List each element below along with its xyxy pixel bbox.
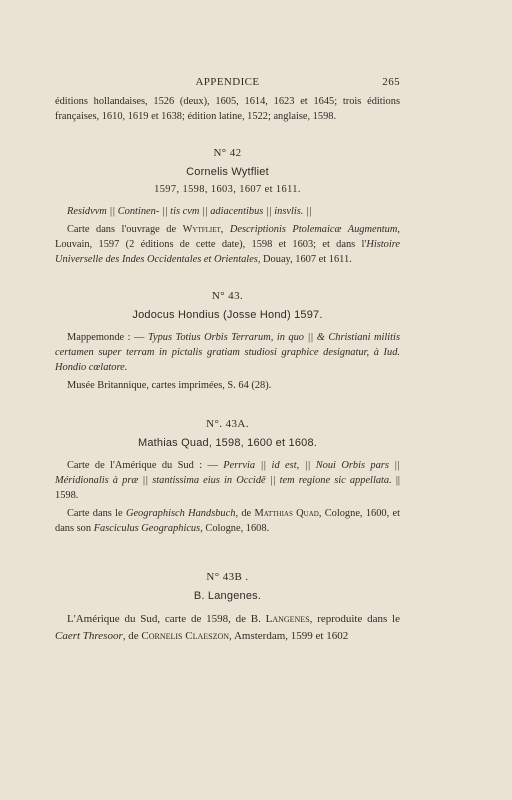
text-run: , Amsterdam, 1599 et 1602 (229, 630, 349, 642)
entry-43 (55, 289, 400, 393)
entry-number: N° 43. (211, 290, 244, 302)
book-title: Fasciculus Geographicus (93, 523, 201, 534)
map-title: Perrvia || id est, || Noui Orbis pars || Méridionalis à præ || stantissima eius in Occidē || tem regione sic appellata. (55, 460, 400, 486)
entry-author: Jodocus Hondius (Josse Hond) 1597. (132, 309, 323, 321)
entry-number: N°. 43A. (206, 418, 249, 430)
entry-number: N° 43B . (206, 571, 249, 583)
entry-description (55, 330, 400, 375)
text-run: Mappemonde : — (67, 332, 148, 343)
entry-description (55, 222, 400, 267)
person-name: Cornelis Claeszon (141, 630, 230, 642)
text-run: Carte dans l'ouvrage de (67, 224, 183, 235)
entry-description (55, 611, 400, 645)
entry-42 (55, 146, 400, 267)
book-title: Geographisch Handsbuch (125, 508, 236, 519)
entry-43a (55, 417, 400, 536)
text-run: , Douay, 1607 et 1611. (257, 254, 352, 265)
person-name: Wytfliet (182, 224, 221, 235)
entry-43b (55, 570, 400, 645)
intro-paragraph: éditions hollandaises, 1526 (deux), 1605, 1614, 1623 et 1645; trois éditions françaises, 1610, 1619 et 1638; édition latine, 1522; anglaise, 1598. (55, 96, 400, 122)
book-title: Descriptionis Ptolemaicæ Augmentum (229, 224, 398, 235)
entry-number: N° 42 (213, 147, 242, 159)
running-title: APPENDICE (195, 76, 260, 88)
text-run: , Cologne, 1608. (200, 523, 270, 534)
person-name: Matthias Quad (254, 508, 319, 519)
entry-title-quote: Residvvm || Continen- || tis cvm || adiacentibus || insvlis. || (67, 206, 312, 217)
text-run: , de (122, 630, 142, 642)
entry-description (55, 458, 400, 503)
entry-author: Cornelis Wytfliet (186, 166, 269, 178)
person-name: Langenes (265, 613, 310, 625)
text-run: Carte de l'Amérique du Sud : — (67, 460, 224, 471)
text-run: , reproduite dans le (309, 613, 400, 625)
map-title: Typus Totius Orbis Terrarum, in quo || & Christiani militis certamen super terram in pictalis gratiam studiosi graphice designatur, à Iud. Hondio cœlatore. (55, 332, 400, 373)
text-run: || 1598. (55, 475, 401, 501)
book-title: Caert Thresoor (55, 630, 123, 642)
page-number: 265 (382, 76, 400, 88)
text-run: , Louvain, 1597 (2 éditions de cette date), 1598 et 1603; et dans l' (55, 224, 400, 250)
entry-location: Musée Britannique, cartes imprimées, S. 64 (28). (67, 380, 272, 391)
text-run: , (220, 224, 230, 235)
page-body (55, 94, 400, 645)
text-run: Carte dans le (67, 508, 126, 519)
book-title: Histoire Universelle des Indes Occidentales et Orientales (55, 239, 400, 265)
text-run: , Cologne, 1600, et dans son (55, 508, 400, 534)
text-run: L'Amérique du Sud, carte de 1598, de B. (67, 613, 266, 625)
entry-source (55, 506, 400, 536)
entry-author: B. Langenes. (193, 590, 262, 602)
entry-author: Mathias Quad, 1598, 1600 et 1608. (137, 437, 318, 449)
text-run: , de (235, 508, 255, 519)
entry-dates: 1597, 1598, 1603, 1607 et 1611. (154, 184, 301, 195)
